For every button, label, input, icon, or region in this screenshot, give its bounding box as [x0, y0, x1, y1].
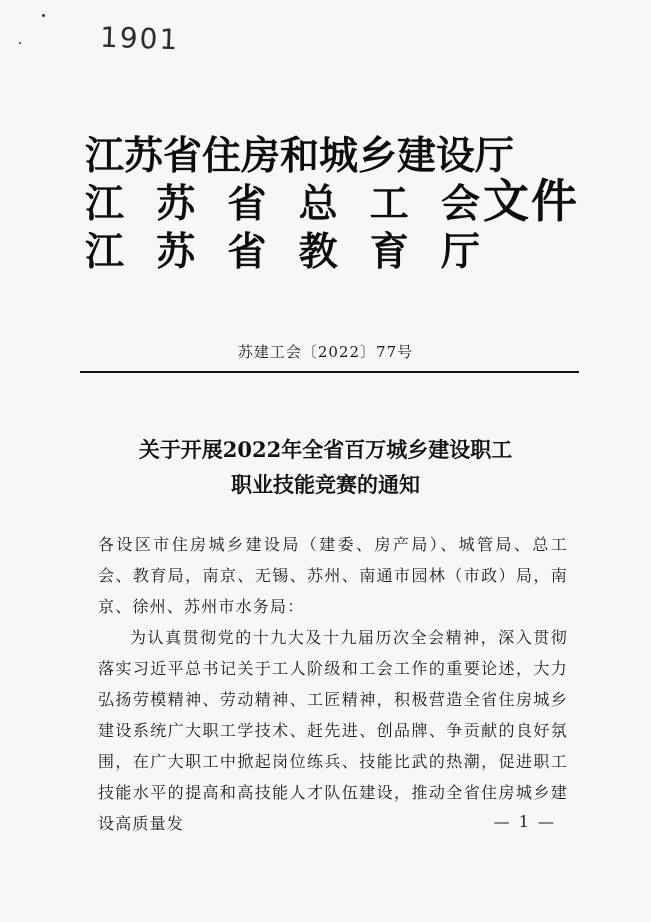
document-number: 苏建工会〔2022〕77号	[237, 343, 414, 361]
document-header	[85, 133, 585, 283]
document-title	[0, 432, 651, 502]
issuer-char: 江苏省住房和城乡建设厅	[85, 134, 515, 179]
scan-speck	[19, 42, 21, 44]
scan-speck	[42, 14, 45, 17]
body-paragraph: 为认真贯彻党的十九大及十九届历次全会精神，深入贯彻落实习近平总书记关于工人阶级和工会工作的重要论述，大力弘扬劳模精神、劳动精神、工匠精神，积极营造全省住房城乡建设系统广大职工学技术、赶先进、创品牌、争贡献的良好氛围，在广大职工中掀起岗位练兵、技能比武的热潮，促进职工技能水平的提高和高技能人才队伍建设，推动全省住房城乡建设高质量发	[98, 628, 568, 833]
title-line: 职业技能竞赛的通知	[231, 472, 420, 497]
issuer-char: 教	[298, 230, 338, 275]
issuer-trade-union	[85, 181, 480, 229]
page-number: — 1 —	[493, 812, 556, 831]
addressee: 各设区市住房城乡建设局（建委、房产局）、城管局、总工会、教育局，南京、无锡、苏州、南通市园林（市政）局，南京、徐州、苏州市水务局：	[98, 535, 568, 616]
issuer-char: 江	[85, 230, 125, 275]
header-divider	[80, 371, 579, 373]
title-line: 关于开展2022年全省百万城乡建设职工	[138, 437, 513, 462]
issuer-char: 苏	[156, 182, 196, 227]
issuer-char: 省	[227, 230, 267, 275]
issuer-char: 会	[440, 182, 480, 227]
document-suffix: 文件	[483, 174, 579, 228]
issuer-char: 苏	[156, 230, 196, 275]
issuer-housing-department	[85, 133, 515, 181]
document-body	[98, 529, 568, 839]
handwritten-note: 1901	[99, 20, 180, 57]
issuer-char: 省	[227, 182, 267, 227]
issuer-education-department	[85, 229, 480, 277]
issuer-char: 总	[298, 182, 338, 227]
issuer-char: 江	[85, 182, 125, 227]
issuer-char: 厅	[440, 230, 480, 275]
issuer-char: 育	[369, 230, 409, 275]
issuer-char: 工	[369, 182, 409, 227]
issuer-list	[85, 133, 515, 277]
